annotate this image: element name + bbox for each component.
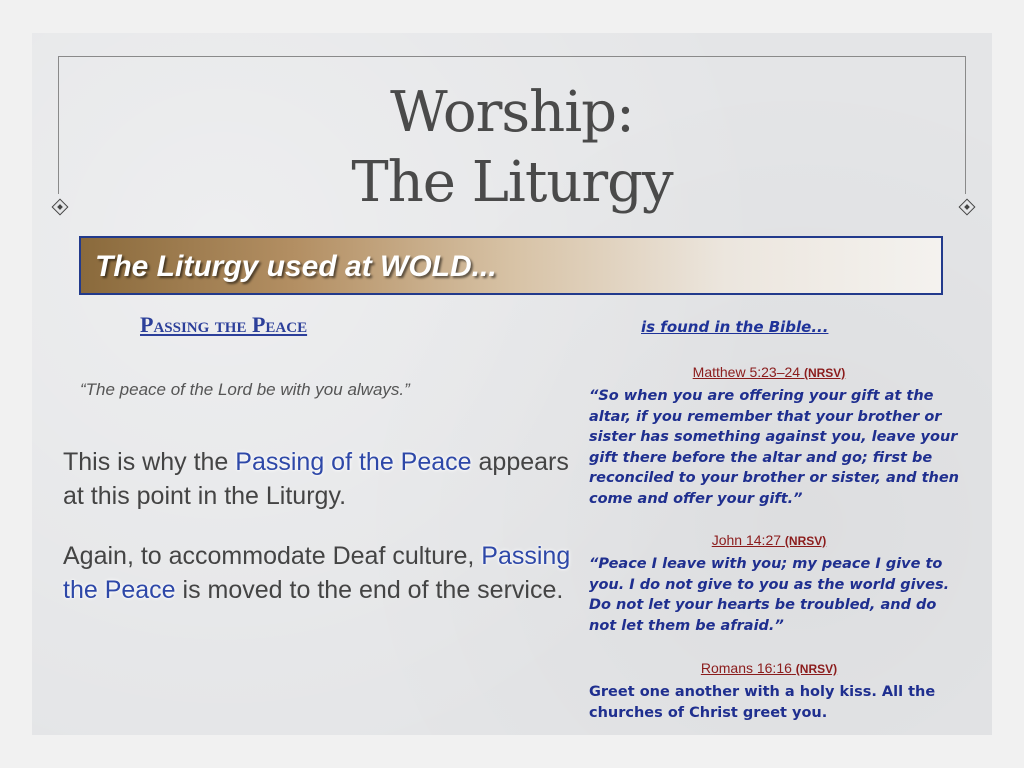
peace-quote: “The peace of the Lord be with you always.” — [80, 380, 410, 399]
banner — [79, 236, 943, 295]
paragraph-why-highlight: Passing of the Peace — [235, 448, 472, 476]
title-line-1: Worship: — [390, 80, 634, 145]
verse-text: “Peace I leave with you; my peace I give to you. I do not give to you as the world gives. Do not let your hearts be troubled, and do not let them be afraid.” — [589, 556, 950, 634]
verse-reference-version: (NRSV) — [784, 534, 827, 548]
verse-reference-version: (NRSV) — [795, 662, 838, 676]
paragraph-why-pre: This is why the — [63, 448, 236, 476]
paragraph-deaf-post: is moved to the end of the service. — [175, 576, 564, 604]
right-heading: is found in the Bible... — [641, 318, 829, 336]
verse-reference — [589, 660, 949, 676]
banner-text: The Liturgy used at WOLD... — [95, 250, 497, 283]
title-line-2: The Liturgy — [351, 150, 673, 215]
left-heading: Passing the Peace — [140, 312, 308, 337]
verse-reference-version: (NRSV) — [803, 366, 846, 380]
verse-reference-name: Matthew 5:23–24 — [692, 364, 801, 380]
verse-text: Greet one another with a holy kiss. All the churches of Christ greet you. — [589, 684, 936, 721]
paragraph-why-post: appears at this point in the Liturgy. — [63, 448, 569, 510]
verse-text: “So when you are offering your gift at the altar, if you remember that your brother or sister has something against you, leave your gift there before the altar and go; first be reconciled to your brother or sister, and then come and offer your gift.” — [589, 388, 959, 507]
frame-top-line — [58, 56, 966, 57]
paragraph-deaf-highlight: Passing the Peace — [63, 542, 571, 604]
paragraph-deaf-pre: Again, to accommodate Deaf culture, — [63, 542, 482, 570]
verse-reference-name: Romans 16:16 — [700, 660, 792, 676]
verse-reference — [589, 364, 949, 380]
paragraph-why — [63, 445, 573, 513]
verse-reference-name: John 14:27 — [711, 532, 782, 548]
verse-reference — [589, 532, 949, 548]
paragraph-deaf-culture — [63, 539, 573, 607]
